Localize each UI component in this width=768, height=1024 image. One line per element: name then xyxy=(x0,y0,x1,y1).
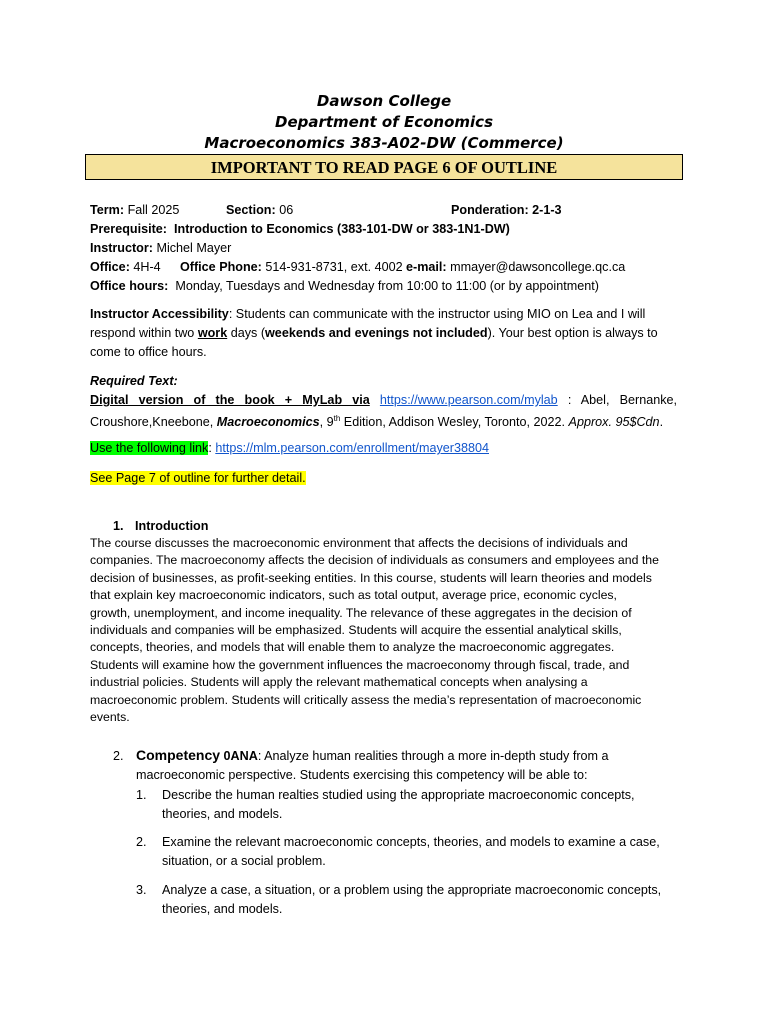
competency-item-line: theories, and models. xyxy=(162,902,283,916)
important-banner: IMPORTANT TO READ PAGE 6 OF OUTLINE xyxy=(85,154,683,180)
prereq-value: Introduction to Economics (383-101-DW or 383-1N1-DW) xyxy=(174,222,510,236)
accessibility-line-1 xyxy=(90,305,645,323)
competency-item-number: 2. xyxy=(136,835,147,849)
required-text-label: Required Text: xyxy=(90,374,178,388)
hours-value: Monday, Tuesdays and Wednesday from 10:00 to 11:00 (or by appointment) xyxy=(175,279,599,293)
period: . xyxy=(659,415,664,430)
see-page-text: See Page 7 of outline for further detail. xyxy=(90,471,306,485)
accessibility-label: Instructor Accessibility xyxy=(90,307,229,321)
competency-item-line: Analyze a case, a situation, or a problem using the appropriate macroeconomic concepts, xyxy=(162,883,662,897)
competency-line-1 xyxy=(136,746,609,765)
competency-text: : Analyze human realities through a more in-depth study from a xyxy=(257,749,609,763)
competency-item-line: Examine the relevant macroeconomic concepts, theories, and models to examine a case, xyxy=(162,835,660,849)
accessibility-line-3: come to office hours. xyxy=(90,345,207,359)
email-label: e-mail: xyxy=(406,260,447,274)
intro-number: 1. xyxy=(113,519,124,533)
intro-line: concepts, theories, and models that will enable them to analyze the macroeconomic aggregates. xyxy=(90,640,615,655)
competency-title: Competency xyxy=(136,747,221,763)
intro-line: The course discusses the macroeconomic environment that affects the decisions of individuals and xyxy=(90,536,628,550)
intro-title: Introduction xyxy=(135,519,209,533)
section-label: Section: xyxy=(226,203,276,217)
mylab-link[interactable]: https://www.pearson.com/mylab xyxy=(379,393,558,407)
competency-item-line: Describe the human realties studied using the appropriate macroeconomic concepts, xyxy=(162,788,635,802)
section-line xyxy=(226,201,293,219)
intro-line: decision of businesses, as profit-seeking entities. In this course, students will learn theories and models xyxy=(90,570,652,585)
course-title: Macroeconomics 383-A02-DW (Commerce) xyxy=(204,134,564,152)
intro-line: individuals and companies will be emphasized. Students will acquire the essential analytical skills, xyxy=(90,623,622,638)
competency-item-number: 1. xyxy=(136,788,147,802)
enrollment-colon: : xyxy=(208,441,216,455)
office-value: 4H-4 xyxy=(133,260,161,274)
office-label: Office: xyxy=(90,260,130,274)
term-value: Fall 2025 xyxy=(127,203,180,217)
office-line xyxy=(90,258,161,276)
competency-item-number: 3. xyxy=(136,883,147,897)
phone-label: Office Phone: xyxy=(180,260,262,274)
book-title: Macroeconomics xyxy=(216,415,320,430)
department-name: Department of Economics xyxy=(275,113,493,131)
intro-line: growth, unemployment, and income inequality. The relevance of these aggregates in the decision of xyxy=(90,605,632,620)
instructor-value: Michel Mayer xyxy=(156,241,232,255)
accessibility-text-2a: respond within two xyxy=(90,326,198,340)
accessibility-text-2c: ). Your best option is always to xyxy=(487,326,658,340)
intro-line: companies. The macroeconomy affects the decision of individuals as consumers and employees and the xyxy=(90,553,659,568)
accessibility-line-2 xyxy=(90,324,658,342)
intro-line: events. xyxy=(90,710,130,725)
intro-line: Students will examine how the government influences the macroeconomy through fiscal, trade, and xyxy=(90,657,630,672)
intro-line: industrial policies. Students will apply the relevant mathematical concepts when analysing a xyxy=(90,675,588,690)
instructor-label: Instructor: xyxy=(90,241,153,255)
email-value[interactable]: mmayer@dawsoncollege.qc.ca xyxy=(450,260,626,274)
required-text-authors: : Abel, Bernanke, xyxy=(567,393,678,407)
competency-item-line: theories, and models. xyxy=(162,807,283,821)
phone-line xyxy=(180,258,403,276)
edition-sup: th xyxy=(333,414,341,423)
accessibility-bold: weekends and evenings not included xyxy=(265,326,488,340)
enrollment-link[interactable]: https://mlm.pearson.com/enrollment/mayer38804 xyxy=(215,441,489,455)
see-page-note xyxy=(90,469,306,487)
book-price: Approx. 95$Cdn xyxy=(568,415,660,430)
intro-line: macroeconomic problem. Students will critically assess the media’s representation of macroeconomic xyxy=(90,692,642,707)
ponderation: Ponderation: 2-1-3 xyxy=(451,203,562,217)
term-label: Term: xyxy=(90,203,125,217)
intro-paragraph xyxy=(90,535,680,726)
office-hours-line xyxy=(90,277,599,295)
competency-line-2: macroeconomic perspective. Students exercising this competency will be able to: xyxy=(136,768,588,782)
accessibility-text-2b: days ( xyxy=(227,326,266,340)
competency-item-line: situation, or a social problem. xyxy=(162,854,326,868)
hours-label: Office hours: xyxy=(90,279,169,293)
accessibility-work: work xyxy=(197,326,228,340)
required-text-bold: Digital version of the book + MyLab via xyxy=(90,393,370,407)
phone-value: 514-931-8731, ext. 4002 xyxy=(265,260,403,274)
required-text-authors-2: Croushore,Kneebone, xyxy=(90,415,217,430)
prereq-label: Prerequisite: xyxy=(90,222,167,236)
term-line xyxy=(90,201,179,219)
prerequisite-line xyxy=(90,220,510,238)
competency-code: 0ANA xyxy=(223,749,258,763)
enrollment-line xyxy=(90,439,489,457)
required-text-line-1 xyxy=(90,391,677,409)
required-text-line-2 xyxy=(90,410,663,431)
email-line xyxy=(406,258,625,276)
intro-line: that explain key macroeconomic indicators, such as total output, average price, economic cycles, xyxy=(90,588,617,603)
instructor-line xyxy=(90,239,231,257)
section-value: 06 xyxy=(279,203,294,217)
edition-number: , 9 xyxy=(319,415,334,430)
accessibility-text-1: : Students can communicate with the instructor using MIO on Lea and I will xyxy=(228,307,646,321)
publisher: Edition, Addison Wesley, Toronto, 2022. xyxy=(340,415,569,430)
competency-number: 2. xyxy=(113,749,124,763)
enrollment-label: Use the following link xyxy=(90,441,209,455)
college-name: Dawson College xyxy=(316,92,452,110)
